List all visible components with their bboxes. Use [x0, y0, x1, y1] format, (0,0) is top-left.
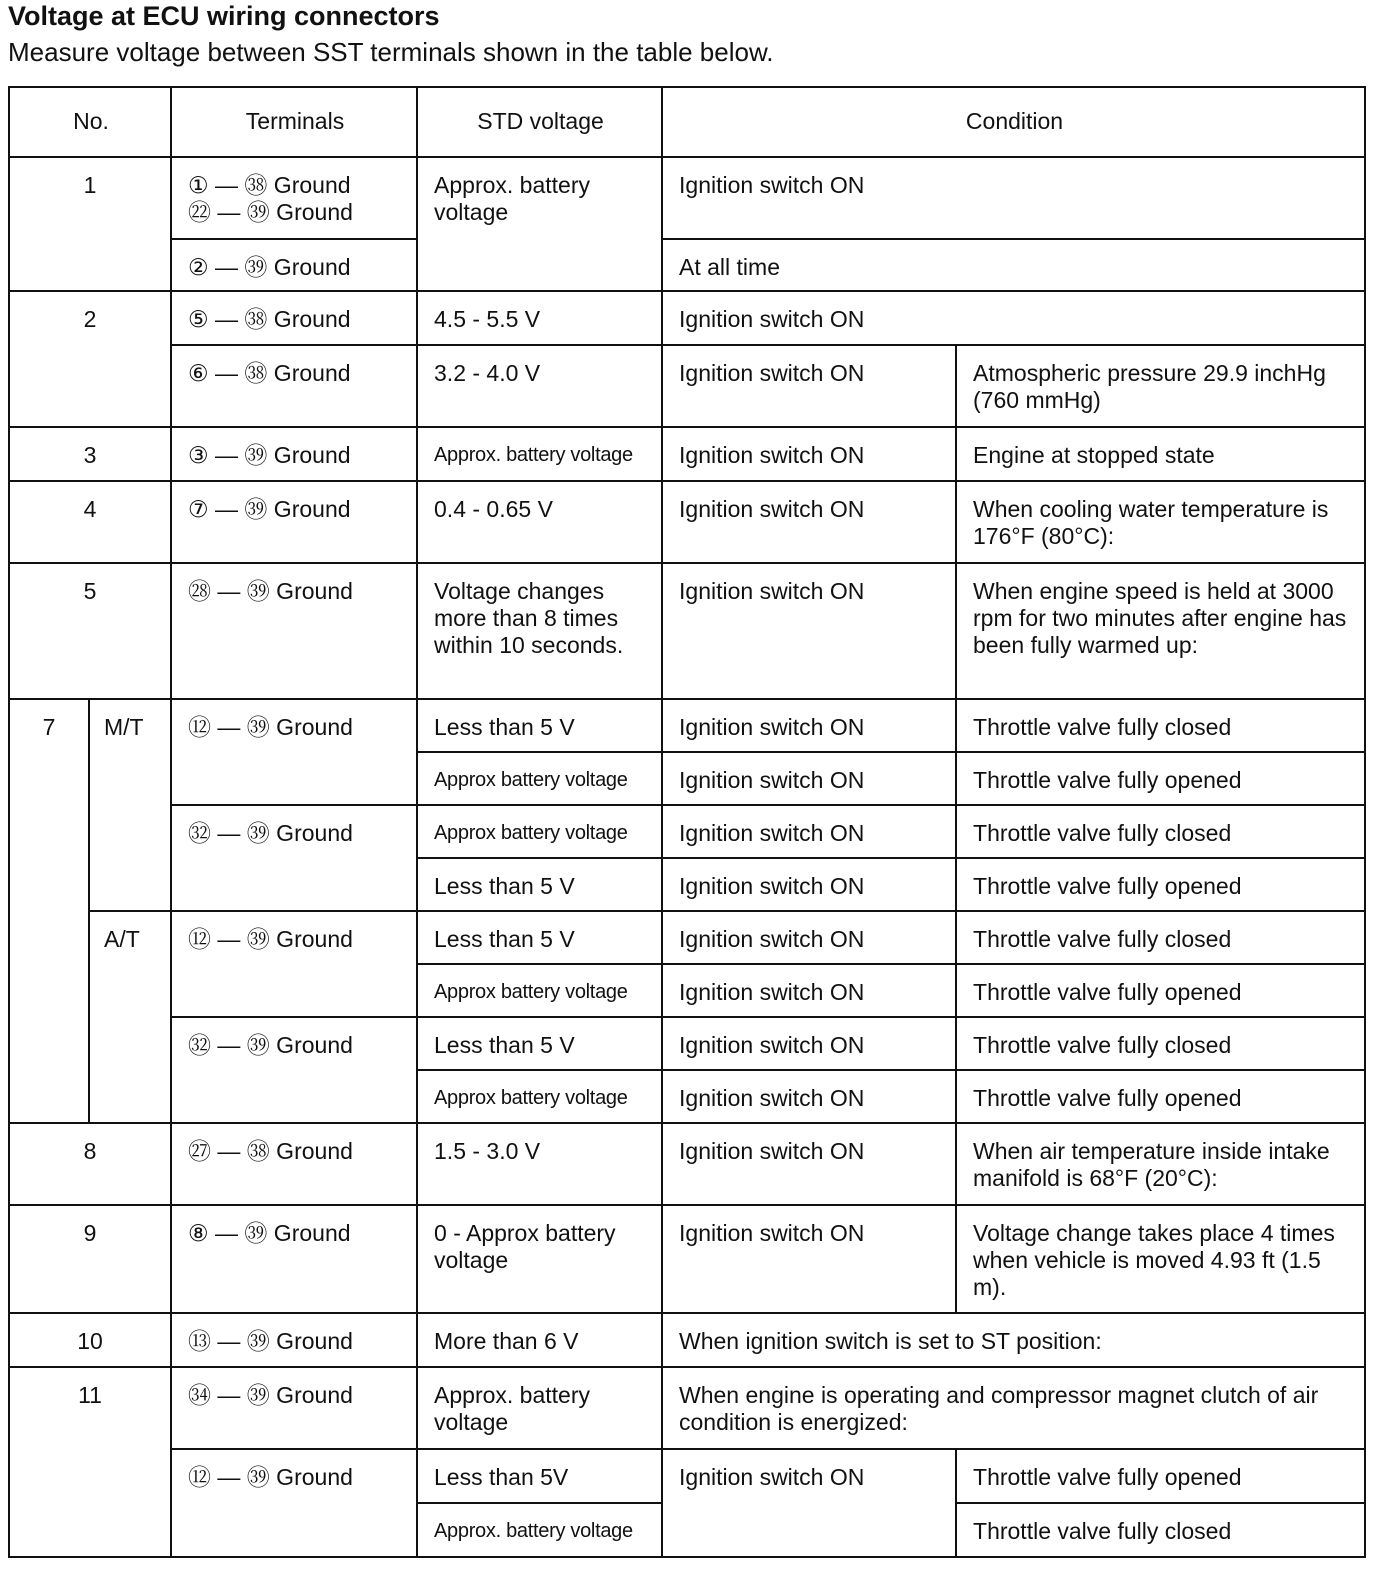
terminal-pair: ① — ㊳ Ground [188, 172, 351, 198]
condition-cell: When engine is operating and compressor magnet clutch of air condition is energized: [662, 1367, 1365, 1449]
std-voltage-cell: Approx battery voltage [417, 1070, 662, 1123]
condition-detail-cell: Voltage change takes place 4 times when vehicle is moved 4.93 ft (1.5 m). [956, 1205, 1365, 1313]
condition-detail-cell: Throttle valve fully opened [956, 752, 1365, 805]
std-voltage-cell: Approx battery voltage [417, 805, 662, 858]
condition-cell: Ignition switch ON [662, 345, 956, 427]
std-voltage-cell: Approx. battery voltage [417, 1503, 662, 1557]
terminals-cell: ㉘ — ㊴ Ground [171, 563, 417, 699]
row-number: 10 [9, 1313, 171, 1367]
terminals-cell: ③ — ㊴ Ground [171, 427, 417, 481]
condition-detail-cell: Atmospheric pressure 29.9 inchHg (760 mmHg) [956, 345, 1365, 427]
ecu-voltage-table [8, 86, 1366, 1558]
condition-detail-cell: When engine speed is held at 3000 rpm for two minutes after engine has been fully warmed up: [956, 563, 1365, 699]
condition-detail-cell: Throttle valve fully opened [956, 1070, 1365, 1123]
terminals-cell: ⑦ — ㊴ Ground [171, 481, 417, 563]
page-title: Voltage at ECU wiring connectors [8, 1, 440, 31]
terminals-cell: ㉜ — ㊴ Ground [171, 1017, 417, 1123]
row-number: 11 [9, 1367, 171, 1557]
terminals-cell: ② — ㊴ Ground [171, 239, 417, 291]
std-voltage-cell: Less than 5 V [417, 911, 662, 964]
condition-cell: Ignition switch ON [662, 699, 956, 752]
std-voltage-cell: Approx. battery voltage [417, 1367, 662, 1449]
condition-cell: Ignition switch ON [662, 964, 956, 1017]
condition-cell: Ignition switch ON [662, 427, 956, 481]
row-number: 4 [9, 481, 171, 563]
table-row [9, 563, 1365, 699]
condition-detail-cell: Throttle valve fully opened [956, 964, 1365, 1017]
terminals-cell: ㉞ — ㊴ Ground [171, 1367, 417, 1449]
condition-cell: Ignition switch ON [662, 911, 956, 964]
condition-cell: Ignition switch ON [662, 563, 956, 699]
table-row [9, 481, 1365, 563]
std-voltage-cell: Less than 5 V [417, 858, 662, 911]
std-voltage-cell: Voltage changes more than 8 times within 10 seconds. [417, 563, 662, 699]
row-number: 5 [9, 563, 171, 699]
condition-cell: Ignition switch ON [662, 1123, 956, 1205]
terminals-cell: ㉜ — ㊴ Ground [171, 805, 417, 911]
table-row [9, 699, 1365, 752]
transmission-type-mt: M/T [89, 699, 171, 911]
condition-cell: Ignition switch ON [662, 481, 956, 563]
std-voltage-cell: Approx battery voltage [417, 752, 662, 805]
std-voltage-cell: 1.5 - 3.0 V [417, 1123, 662, 1205]
table-header-row [9, 87, 1365, 157]
header-terminals: Terminals [171, 87, 417, 157]
condition-detail-cell: Throttle valve fully closed [956, 911, 1365, 964]
table-row [9, 1205, 1365, 1313]
std-voltage-cell: Approx battery voltage [417, 964, 662, 1017]
terminals-cell [171, 157, 417, 239]
table-row [9, 1017, 1365, 1070]
terminals-cell: ⑫ — ㊴ Ground [171, 1449, 417, 1557]
std-voltage-cell: 3.2 - 4.0 V [417, 345, 662, 427]
condition-cell: Ignition switch ON [662, 752, 956, 805]
transmission-type-at: A/T [89, 911, 171, 1123]
condition-cell: Ignition switch ON [662, 1070, 956, 1123]
table-row [9, 1123, 1365, 1205]
terminal-pair: ㉒ — ㊴ Ground [188, 199, 353, 225]
table-row [9, 345, 1365, 427]
condition-cell: Ignition switch ON [662, 1205, 956, 1313]
table-row [9, 805, 1365, 858]
row-number: 8 [9, 1123, 171, 1205]
condition-cell: Ignition switch ON [662, 1449, 956, 1557]
std-voltage-cell: 4.5 - 5.5 V [417, 291, 662, 345]
terminals-cell: ⑬ — ㊴ Ground [171, 1313, 417, 1367]
table-row [9, 427, 1365, 481]
std-voltage-cell: Approx. battery voltage [417, 427, 662, 481]
std-voltage-cell: Approx. battery voltage [417, 157, 662, 291]
condition-detail-cell: Throttle valve fully opened [956, 858, 1365, 911]
condition-cell: Ignition switch ON [662, 291, 1365, 345]
condition-detail-cell: Throttle valve fully closed [956, 805, 1365, 858]
std-voltage-cell: Less than 5V [417, 1449, 662, 1503]
condition-detail-cell: Engine at stopped state [956, 427, 1365, 481]
table-row [9, 1313, 1365, 1367]
table-row [9, 291, 1365, 345]
terminals-cell: ⑫ — ㊴ Ground [171, 911, 417, 1017]
row-number: 3 [9, 427, 171, 481]
table-row [9, 239, 1365, 291]
condition-cell: At all time [662, 239, 1365, 291]
terminals-cell: ㉗ — ㊳ Ground [171, 1123, 417, 1205]
condition-cell: Ignition switch ON [662, 157, 1365, 239]
terminals-cell: ⑥ — ㊳ Ground [171, 345, 417, 427]
terminals-cell: ⑧ — ㊴ Ground [171, 1205, 417, 1313]
std-voltage-cell: 0 - Approx battery voltage [417, 1205, 662, 1313]
header-no: No. [9, 87, 171, 157]
row-number: 7 [9, 699, 89, 1123]
table-row [9, 1449, 1365, 1503]
header-std-voltage: STD voltage [417, 87, 662, 157]
std-voltage-cell: More than 6 V [417, 1313, 662, 1367]
std-voltage-cell: Less than 5 V [417, 699, 662, 752]
table-row [9, 1367, 1365, 1449]
condition-detail-cell: Throttle valve fully opened [956, 1449, 1365, 1503]
header-condition: Condition [662, 87, 1365, 157]
condition-detail-cell: Throttle valve fully closed [956, 1017, 1365, 1070]
row-number: 1 [9, 157, 171, 291]
terminals-cell: ⑤ — ㊳ Ground [171, 291, 417, 345]
table-row [9, 157, 1365, 239]
condition-detail-cell: When cooling water temperature is 176°F (80°C): [956, 481, 1365, 563]
condition-cell: Ignition switch ON [662, 1017, 956, 1070]
std-voltage-cell: Less than 5 V [417, 1017, 662, 1070]
std-voltage-cell: 0.4 - 0.65 V [417, 481, 662, 563]
page-subtitle: Measure voltage between SST terminals shown in the table below. [8, 37, 774, 67]
row-number: 2 [9, 291, 171, 427]
condition-cell: Ignition switch ON [662, 858, 956, 911]
terminals-cell: ⑫ — ㊴ Ground [171, 699, 417, 805]
condition-detail-cell: When air temperature inside intake manifold is 68°F (20°C): [956, 1123, 1365, 1205]
condition-cell: Ignition switch ON [662, 805, 956, 858]
condition-cell: When ignition switch is set to ST position: [662, 1313, 1365, 1367]
row-number: 9 [9, 1205, 171, 1313]
condition-detail-cell: Throttle valve fully closed [956, 699, 1365, 752]
condition-detail-cell: Throttle valve fully closed [956, 1503, 1365, 1557]
table-row [9, 911, 1365, 964]
